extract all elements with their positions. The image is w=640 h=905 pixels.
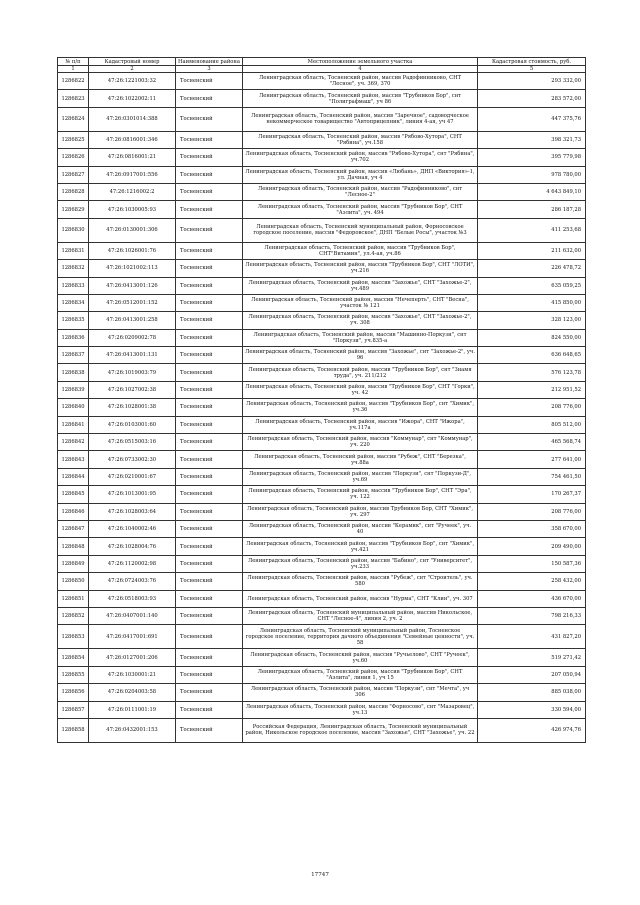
land-location: Ленинградская область, Тосненский район, массив "Нечеперть", СНТ "Весна", участок № 121 xyxy=(243,294,478,311)
table-row xyxy=(58,666,586,683)
cadastral-value: 286 187,28 xyxy=(478,201,586,218)
district-name: Тосненский xyxy=(176,201,243,218)
table-row xyxy=(58,347,586,364)
cadastral-number: 47:26:1040002:46 xyxy=(89,520,176,537)
cadastral-value: 415 850,00 xyxy=(478,294,586,311)
land-location: Ленинградская область, Тосненский район, массив "Трубников Бор", СНТ "Эра", уч. 122 xyxy=(243,486,478,503)
land-location: Ленинградская область, Тосненский район, массив "Рубеж", снт "Строитель", уч. 580 xyxy=(243,573,478,590)
cadastral-number: 47:26:0518003:93 xyxy=(89,590,176,607)
district-name: Тосненский xyxy=(176,260,243,277)
land-location: Российская Федерация, Ленинградская область, Тосненский муниципальный район, Никольское городское поселение, массив "Захожье", СНТ "Захожье", уч. 22 xyxy=(243,718,478,742)
cadastral-number: 47:26:1027002:38 xyxy=(89,381,176,398)
cadastral-number: 47:26:0413001:131 xyxy=(89,347,176,364)
district-name: Тосненский xyxy=(176,520,243,537)
district-name: Тосненский xyxy=(176,90,243,107)
table-row xyxy=(58,416,586,433)
table-row xyxy=(58,364,586,381)
row-number: 1286840 xyxy=(58,399,89,416)
cadastral-value: 395 779,98 xyxy=(478,149,586,166)
row-number: 1286843 xyxy=(58,451,89,468)
district-name: Тосненский xyxy=(176,166,243,183)
table-row xyxy=(58,166,586,183)
table-row xyxy=(58,381,586,398)
table-row xyxy=(58,312,586,329)
district-name: Тосненский xyxy=(176,451,243,468)
row-number: 1286830 xyxy=(58,218,89,242)
table-row xyxy=(58,649,586,666)
land-location: Ленинградская область, Тосненский район, массив "Коммунар", снт "Коммунар", уч. 220 xyxy=(243,434,478,451)
table-row xyxy=(58,590,586,607)
cadastral-number: 47:26:1013001:95 xyxy=(89,486,176,503)
land-location: Ленинградская область, Тосненский район, массив "Трубников Бор", снт "Полиграфмаш", уч 86 xyxy=(243,90,478,107)
land-location: Ленинградская область, Тосненский район, массив "Форносово", снт "Мазаровец", уч.13 xyxy=(243,701,478,718)
land-location: Ленинградская область, Тосненский район, массив "Рябово-Хутора", СНТ "Рябина", уч.158 xyxy=(243,131,478,148)
district-name: Тосненский xyxy=(176,329,243,346)
cadastral-value: 798 216,33 xyxy=(478,607,586,624)
cadastral-value: 398 321,73 xyxy=(478,131,586,148)
cadastral-value: 226 478,72 xyxy=(478,260,586,277)
table-row xyxy=(58,201,586,218)
district-name: Тосненский xyxy=(176,468,243,485)
district-name: Тосненский xyxy=(176,625,243,649)
district-name: Тосненский xyxy=(176,277,243,294)
district-name: Тосненский xyxy=(176,242,243,259)
land-location: Ленинградская область, Тосненский район, массив "Нурма", СНТ "Клин", уч. 307 xyxy=(243,590,478,607)
land-location: Ленинградская область, Тосненский район, массив "Поркузи", снт "Поркузи-Д", уч.69 xyxy=(243,468,478,485)
district-name: Тосненский xyxy=(176,149,243,166)
land-location: Ленинградская область, Тосненский район, массив Радофинниково, СНТ "Лесное", уч. 369, 370 xyxy=(243,73,478,90)
land-location: Ленинградская область, Тосненский район, массив "Трубников Бор", снт "Химик", уч.421 xyxy=(243,538,478,555)
district-name: Тосненский xyxy=(176,347,243,364)
district-name: Тосненский xyxy=(176,381,243,398)
table-row xyxy=(58,684,586,701)
table-row xyxy=(58,718,586,742)
cadastral-number: 47:26:0210001:67 xyxy=(89,468,176,485)
cadastral-number: 47:26:1030001:21 xyxy=(89,666,176,683)
cadastral-number: 47:26:0204003:58 xyxy=(89,684,176,701)
row-number: 1286826 xyxy=(58,149,89,166)
row-number: 1286822 xyxy=(58,73,89,90)
row-number: 1286841 xyxy=(58,416,89,433)
table-row xyxy=(58,277,586,294)
cadastral-value: 283 572,00 xyxy=(478,90,586,107)
row-number: 1286846 xyxy=(58,503,89,520)
cadastral-value: 170 267,37 xyxy=(478,486,586,503)
land-location: Ленинградская область, Тосненский район, массив "Захожье", СНТ "Захожье-2", уч. 308 xyxy=(243,312,478,329)
table-row xyxy=(58,107,586,131)
cadastral-value: 636 648,65 xyxy=(478,347,586,364)
land-location: Ленинградская область, Тосненский район, массив "Захожье", снт "Захожье-2", уч. 96 xyxy=(243,347,478,364)
cadastral-number: 47:26:1030005:93 xyxy=(89,201,176,218)
district-name: Тосненский xyxy=(176,416,243,433)
table-row xyxy=(58,701,586,718)
cadastral-value: 258 432,00 xyxy=(478,573,586,590)
table-row xyxy=(58,329,586,346)
row-number: 1286829 xyxy=(58,201,89,218)
land-location: Ленинградская область, Тосненский район, массив "Трубников Бор", снт "Знамя труда", уч. 211/212 xyxy=(243,364,478,381)
cadastral-number: 47:26:1028001:38 xyxy=(89,399,176,416)
district-name: Тосненский xyxy=(176,684,243,701)
row-number: 1286842 xyxy=(58,434,89,451)
table-row xyxy=(58,573,586,590)
cadastral-value: 885 038,00 xyxy=(478,684,586,701)
land-location: Ленинградская область, Тосненский район, массив "Бабино", снт "Университет", уч.233 xyxy=(243,555,478,572)
cadastral-value: 211 632,00 xyxy=(478,242,586,259)
land-location: Ленинградская область, Тосненский район, массив "Керамик", снт "Ручеек", уч. 40 xyxy=(243,520,478,537)
cadastral-value: 465 568,74 xyxy=(478,434,586,451)
cadastral-number: 47:26:0407001:140 xyxy=(89,607,176,624)
land-location: Ленинградская область, Тосненский район, массив "Рябово-Хутора", снт "Рябина", уч.702 xyxy=(243,149,478,166)
row-number: 1286836 xyxy=(58,329,89,346)
cadastral-value: 426 974,76 xyxy=(478,718,586,742)
row-number: 1286853 xyxy=(58,625,89,649)
district-name: Тосненский xyxy=(176,399,243,416)
cadastral-value: 328 123,00 xyxy=(478,312,586,329)
table-row xyxy=(58,625,586,649)
row-number: 1286848 xyxy=(58,538,89,555)
cadastral-value: 209 490,00 xyxy=(478,538,586,555)
cadastral-number: 47:26:0413001:258 xyxy=(89,312,176,329)
cadastral-number: 47:26:0103001:60 xyxy=(89,416,176,433)
cadastral-value: 824 550,00 xyxy=(478,329,586,346)
row-number: 1286839 xyxy=(58,381,89,398)
document-page xyxy=(57,57,585,743)
district-name: Тосненский xyxy=(176,649,243,666)
district-name: Тосненский xyxy=(176,107,243,131)
column-header-1: № п/п xyxy=(58,58,89,66)
land-location: Ленинградская область, Тосненский район, массив "Заречное", садоводческое некоммерческое товарищество "Автоприцепник", линия 4-ая, уч 47 xyxy=(243,107,478,131)
land-location: Ленинградская область, Тосненский район, массив "Трубников Бор", СНТ"Витамин", ул.4-ая, уч.86 xyxy=(243,242,478,259)
land-location: Ленинградская область, Тосненский район, массив "Радофинниково", снт "Лесное-2" xyxy=(243,183,478,200)
cadastral-value: 519 271,42 xyxy=(478,649,586,666)
cadastral-number: 47:26:0512001:152 xyxy=(89,294,176,311)
column-number-2: 2 xyxy=(89,66,176,73)
district-name: Тосненский xyxy=(176,364,243,381)
cadastral-value: 150 587,36 xyxy=(478,555,586,572)
land-location: Ленинградская область, Тосненский район, массив "Трубников Бор", СНТ "ЛОТИ", уч.216 xyxy=(243,260,478,277)
row-number: 1286856 xyxy=(58,684,89,701)
cadastral-value: 293 332,00 xyxy=(478,73,586,90)
cadastral-number: 47:26:0417001:691 xyxy=(89,625,176,649)
table-row xyxy=(58,218,586,242)
column-number-1: 1 xyxy=(58,66,89,73)
row-number: 1286844 xyxy=(58,468,89,485)
cadastral-number: 47:26:0515003:16 xyxy=(89,434,176,451)
table-row xyxy=(58,607,586,624)
cadastral-number: 47:26:0816001:346 xyxy=(89,131,176,148)
district-name: Тосненский xyxy=(176,73,243,90)
land-location: Ленинградская область, Тосненский район, массив "Трубников Бор", СНТ "Горки", уч. 42 xyxy=(243,381,478,398)
row-number: 1286850 xyxy=(58,573,89,590)
row-number: 1286847 xyxy=(58,520,89,537)
row-number: 1286825 xyxy=(58,131,89,148)
cadastral-value: 754 461,50 xyxy=(478,468,586,485)
land-location: Ленинградская область, Тосненский район, массив "Захожье", СНТ "Захожье-2", уч.489 xyxy=(243,277,478,294)
row-number: 1286834 xyxy=(58,294,89,311)
column-number-5: 5 xyxy=(478,66,586,73)
row-number: 1286851 xyxy=(58,590,89,607)
land-location: Ленинградская область, Тосненский муниципальный район, массив Никольское, СНТ "Лесное-4", линия 2, уч. 2 xyxy=(243,607,478,624)
land-location: Ленинградская область, Тосненский район, массив "Рубеж", СНТ "Березка", уч.88а xyxy=(243,451,478,468)
land-location: Ленинградская область, Тосненский муниципальный район, Форносовское городское поселение, массив "Федоровское", ДНП "Белые Росы", участок №3 xyxy=(243,218,478,242)
table-row xyxy=(58,131,586,148)
cadastral-value-table xyxy=(57,57,586,743)
row-number: 1286828 xyxy=(58,183,89,200)
land-location: Ленинградская область, Тосненский район, массив "Трубников Бор", СНТ "Аэлита", уч. 494 xyxy=(243,201,478,218)
district-name: Тосненский xyxy=(176,183,243,200)
table-row xyxy=(58,242,586,259)
row-number: 1286854 xyxy=(58,649,89,666)
table-body xyxy=(58,73,586,743)
cadastral-number: 47:26:1028003:64 xyxy=(89,503,176,520)
table-row xyxy=(58,260,586,277)
cadastral-number: 47:26:1026001:76 xyxy=(89,242,176,259)
table-row xyxy=(58,183,586,200)
cadastral-value: 447 375,76 xyxy=(478,107,586,131)
table-row xyxy=(58,503,586,520)
row-number: 1286837 xyxy=(58,347,89,364)
cadastral-number: 47:26:1022002:11 xyxy=(89,90,176,107)
row-number: 1286845 xyxy=(58,486,89,503)
cadastral-value: 431 827,20 xyxy=(478,625,586,649)
district-name: Тосненский xyxy=(176,701,243,718)
land-location: Ленинградская область, Тосненский район, массив Трубников Бор, СНТ "Химик", уч. 297 xyxy=(243,503,478,520)
cadastral-number: 47:26:1216002:2 xyxy=(89,183,176,200)
cadastral-number: 47:26:0816001:21 xyxy=(89,149,176,166)
district-name: Тосненский xyxy=(176,294,243,311)
cadastral-value: 576 123,78 xyxy=(478,364,586,381)
district-name: Тосненский xyxy=(176,486,243,503)
land-location: Ленинградская область, Тосненский муниципальный район, Тосненское городское поселение, территория дачного объединения "Семейные ценности", уч. 58 xyxy=(243,625,478,649)
table-row xyxy=(58,90,586,107)
table-row xyxy=(58,451,586,468)
table-row xyxy=(58,399,586,416)
column-header-5: Кадастровая стоимость, руб. xyxy=(478,58,586,66)
land-location: Ленинградская область, Тосненский район, массив "Ручьелово", СНТ "Ручеек", уч.60 xyxy=(243,649,478,666)
row-number: 1286833 xyxy=(58,277,89,294)
table-row xyxy=(58,486,586,503)
district-name: Тосненский xyxy=(176,573,243,590)
cadastral-number: 47:26:0413001:126 xyxy=(89,277,176,294)
cadastral-value: 978 780,00 xyxy=(478,166,586,183)
row-number: 1286824 xyxy=(58,107,89,131)
column-number-4: 4 xyxy=(243,66,478,73)
land-location: Ленинградская область, Тосненский район, массив "Машинно-Поркузи", снт "Поркузи", уч.835-а xyxy=(243,329,478,346)
land-location: Ленинградская область, Тосненский район, массив «Любань», ДНП «Виктория»-1, ул. Дачная, уч 4 xyxy=(243,166,478,183)
table-row xyxy=(58,434,586,451)
land-location: Ленинградская область, Тосненский район, массив "Ижора", СНТ "Ижора", уч.117а xyxy=(243,416,478,433)
district-name: Тосненский xyxy=(176,666,243,683)
cadastral-value: 277 641,00 xyxy=(478,451,586,468)
cadastral-value: 436 670,00 xyxy=(478,590,586,607)
table-row xyxy=(58,538,586,555)
district-name: Тосненский xyxy=(176,312,243,329)
district-name: Тосненский xyxy=(176,718,243,742)
cadastral-value: 805 512,00 xyxy=(478,416,586,433)
cadastral-number: 47:26:0432001:153 xyxy=(89,718,176,742)
cadastral-number: 47:26:0917001:556 xyxy=(89,166,176,183)
table-row xyxy=(58,468,586,485)
table-row xyxy=(58,520,586,537)
cadastral-value: 411 253,68 xyxy=(478,218,586,242)
land-location: Ленинградская область, Тосненский район, массив "Трубников Бор", снт "Химик", уч.36 xyxy=(243,399,478,416)
cadastral-number: 47:26:1019003:79 xyxy=(89,364,176,381)
cadastral-number: 47:26:0130001:306 xyxy=(89,218,176,242)
cadastral-number: 47:26:1021002:113 xyxy=(89,260,176,277)
row-number: 1286831 xyxy=(58,242,89,259)
district-name: Тосненский xyxy=(176,607,243,624)
district-name: Тосненский xyxy=(176,555,243,572)
column-header-4: Местоположение земельного участка xyxy=(243,58,478,66)
row-number: 1286855 xyxy=(58,666,89,683)
cadastral-value: 208 776,00 xyxy=(478,399,586,416)
district-name: Тосненский xyxy=(176,218,243,242)
land-location: Ленинградская область, Тосненский район, массив "Трубников Бор", СНТ "Аэлита", линия 1, уч 15 xyxy=(243,666,478,683)
table-header-numbers-row xyxy=(58,66,586,73)
page-number: 17747 xyxy=(311,872,329,878)
cadastral-number: 47:26:1028004:76 xyxy=(89,538,176,555)
cadastral-value: 207 050,94 xyxy=(478,666,586,683)
row-number: 1286857 xyxy=(58,701,89,718)
row-number: 1286823 xyxy=(58,90,89,107)
cadastral-value: 208 776,00 xyxy=(478,503,586,520)
cadastral-value: 4 643 849,10 xyxy=(478,183,586,200)
cadastral-number: 47:26:0111001:19 xyxy=(89,701,176,718)
cadastral-number: 47:26:0301014:388 xyxy=(89,107,176,131)
cadastral-number: 47:26:0127001:206 xyxy=(89,649,176,666)
cadastral-value: 212 951,52 xyxy=(478,381,586,398)
table-row xyxy=(58,73,586,90)
district-name: Тосненский xyxy=(176,503,243,520)
column-header-3: Наименование района xyxy=(176,58,243,66)
table-row xyxy=(58,294,586,311)
row-number: 1286838 xyxy=(58,364,89,381)
cadastral-value: 330 594,00 xyxy=(478,701,586,718)
cadastral-value: 358 670,00 xyxy=(478,520,586,537)
row-number: 1286849 xyxy=(58,555,89,572)
cadastral-value: 635 059,25 xyxy=(478,277,586,294)
column-header-2: Кадастровый номер xyxy=(89,58,176,66)
cadastral-number: 47:26:1120002:98 xyxy=(89,555,176,572)
table-header-row xyxy=(58,58,586,66)
district-name: Тосненский xyxy=(176,434,243,451)
land-location: Ленинградская область, Тосненский район, массив "Поркузи", снт "Мечта", уч 306 xyxy=(243,684,478,701)
column-number-3: 3 xyxy=(176,66,243,73)
cadastral-number: 47:26:1221003:32 xyxy=(89,73,176,90)
cadastral-number: 47:26:0209002:78 xyxy=(89,329,176,346)
district-name: Тосненский xyxy=(176,131,243,148)
cadastral-number: 47:26:0733002:30 xyxy=(89,451,176,468)
cadastral-number: 47:26:0724003:76 xyxy=(89,573,176,590)
row-number: 1286832 xyxy=(58,260,89,277)
table-row xyxy=(58,149,586,166)
district-name: Тосненский xyxy=(176,590,243,607)
district-name: Тосненский xyxy=(176,538,243,555)
row-number: 1286852 xyxy=(58,607,89,624)
row-number: 1286858 xyxy=(58,718,89,742)
row-number: 1286827 xyxy=(58,166,89,183)
table-row xyxy=(58,555,586,572)
row-number: 1286835 xyxy=(58,312,89,329)
